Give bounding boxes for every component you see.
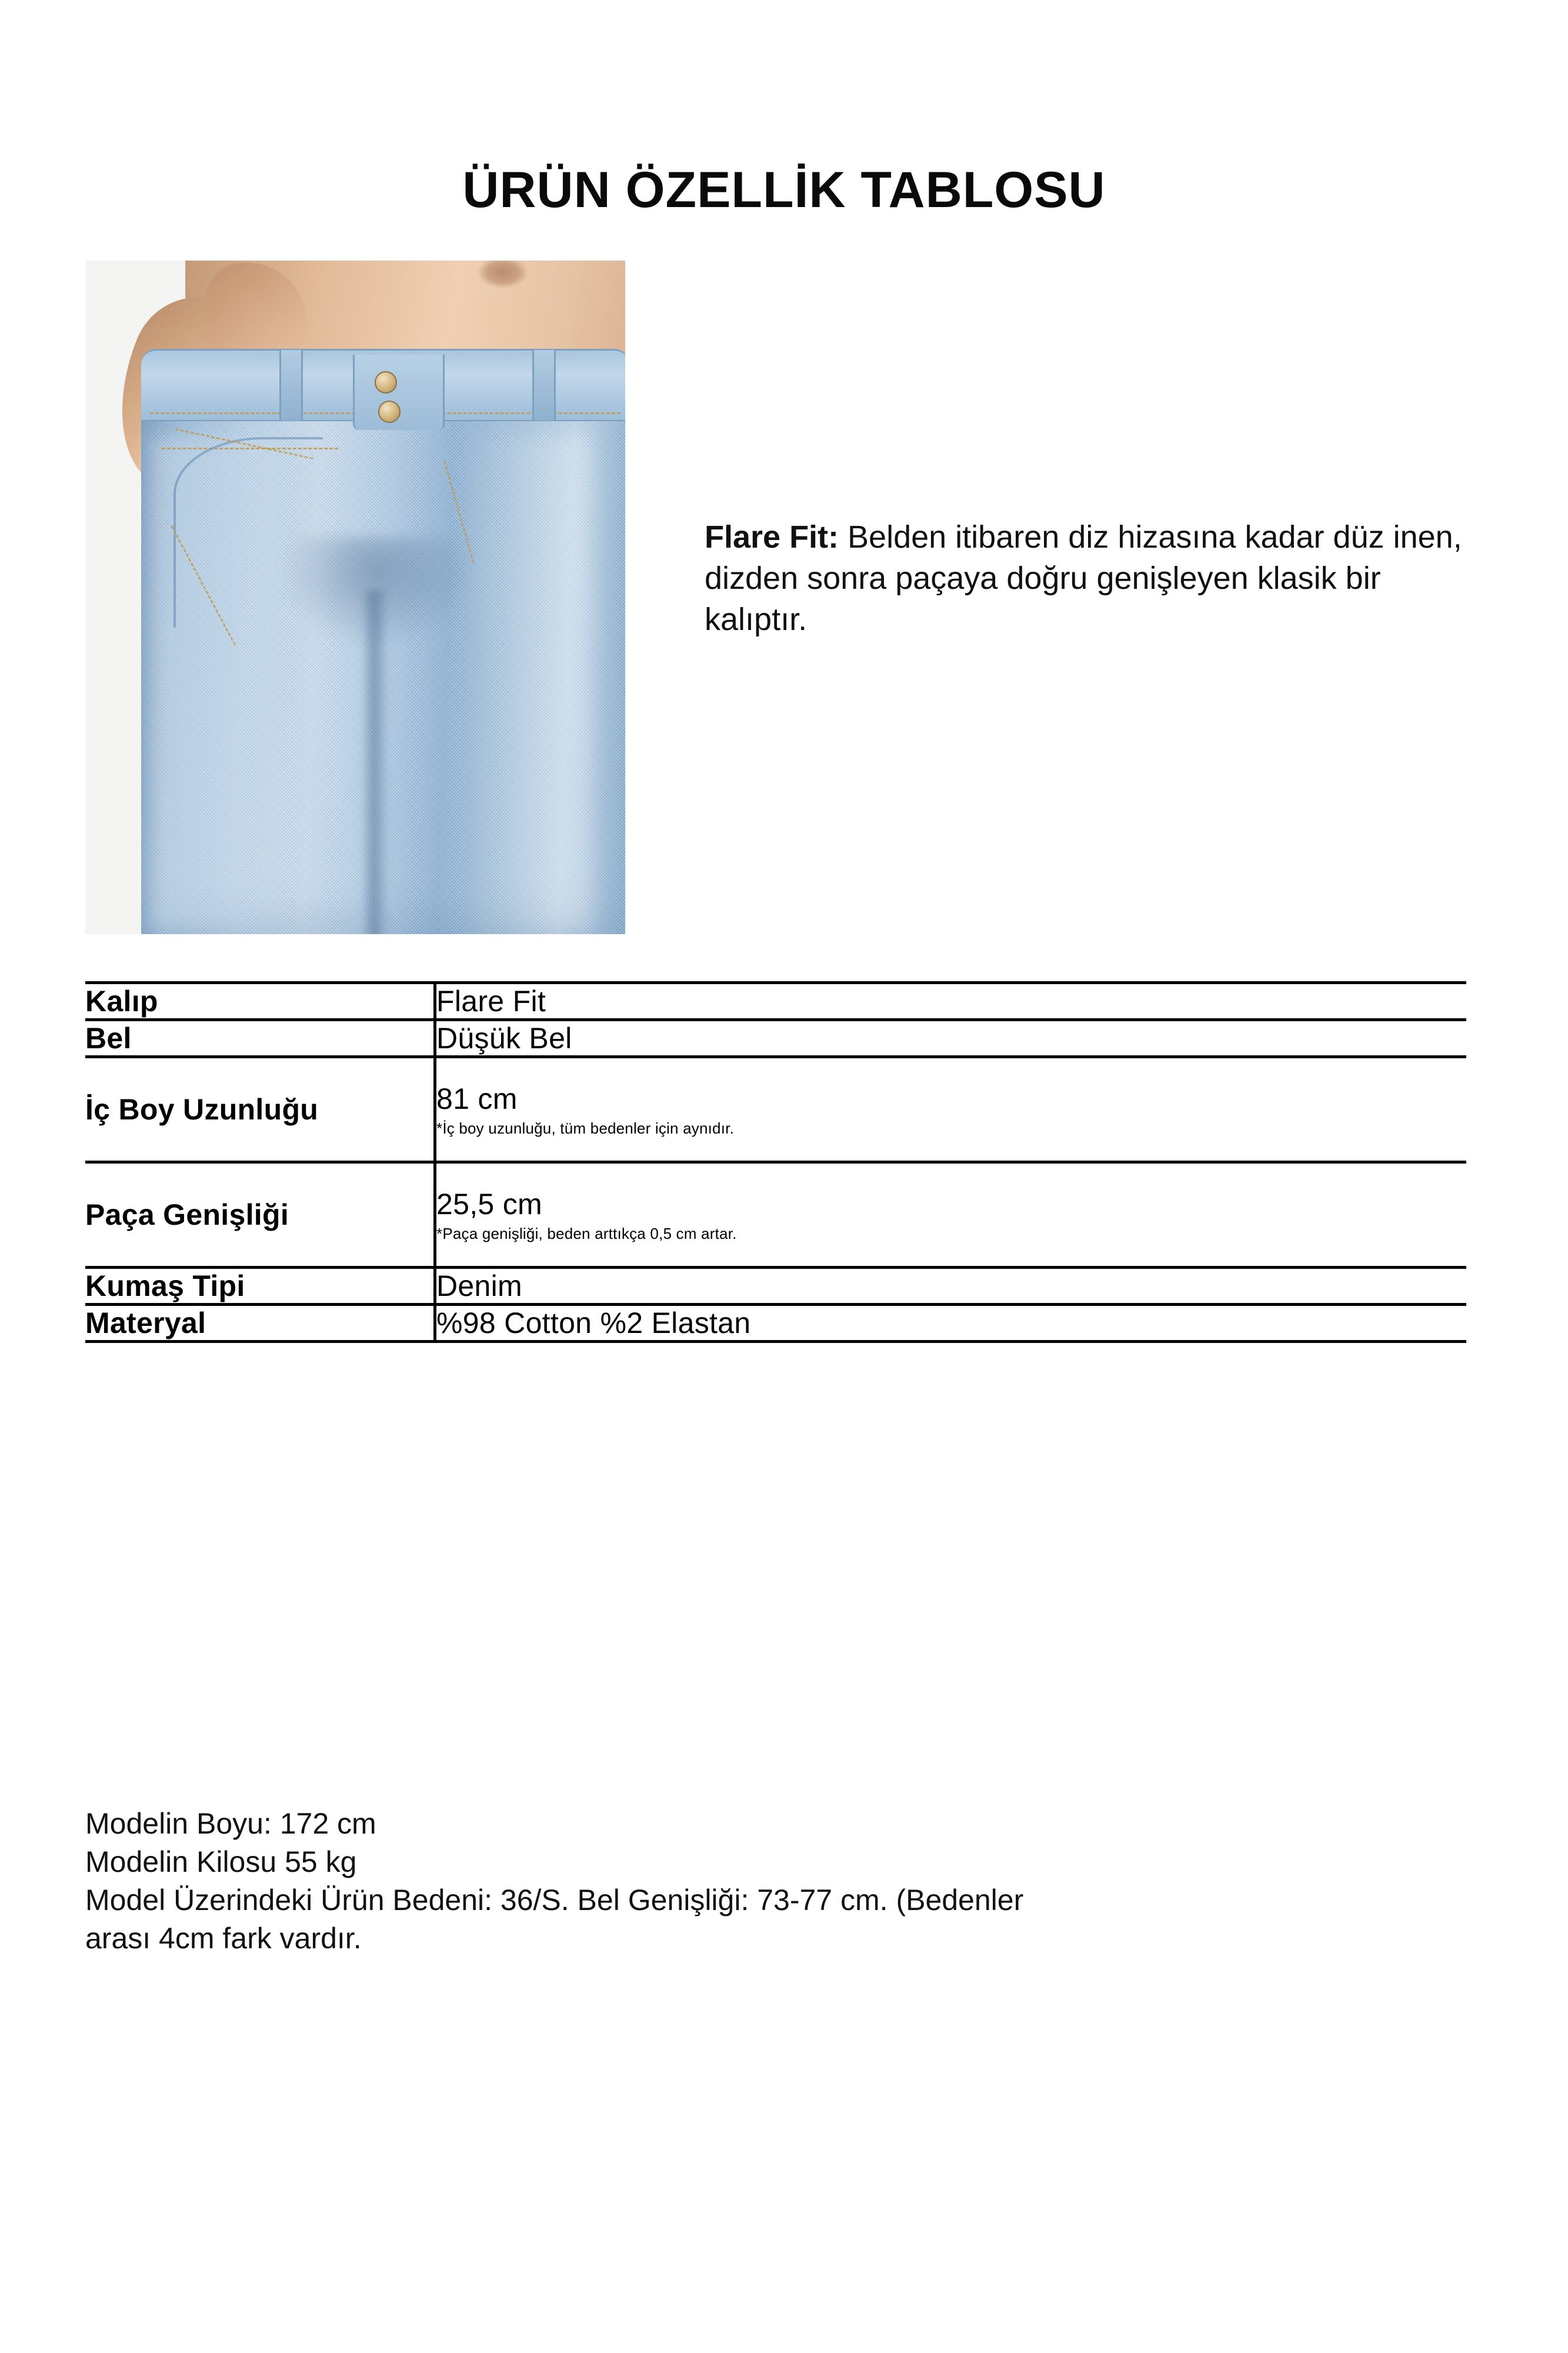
fit-description-text: Belden itibaren diz hizasına kadar düz inen, dizden sonra paçaya doğru genişleyen klasik bir kalıptır. [705, 519, 1462, 638]
table-row [85, 1268, 1466, 1305]
footer-line-model-weight: Modelin Kilosu 55 kg [85, 1845, 357, 1878]
spec-note-paca-genisligi: *Paça genişliği, beden arttıkça 0,5 cm artar. [436, 1224, 737, 1242]
spec-value-text: 81 cm [436, 1082, 518, 1115]
spec-value-kumas-tipi: Denim [435, 1268, 1467, 1305]
spec-value-bel: Düşük Bel [435, 1020, 1467, 1057]
spec-label-paca-genisligi: Paça Genişliği [85, 1162, 435, 1268]
footer-line-size-difference: arası 4cm fark vardır. [85, 1922, 362, 1955]
fit-description-label: Flare Fit: [705, 519, 839, 555]
table-row [85, 1020, 1466, 1057]
spec-label-bel: Bel [85, 1020, 435, 1057]
spec-value-paca-genisligi [435, 1162, 1467, 1268]
button-placket [353, 355, 445, 430]
model-info-footer [85, 1805, 1426, 1958]
table-row [85, 983, 1466, 1020]
jeans-button-top [375, 371, 397, 394]
spec-label-ic-boy-uzunlugu: İç Boy Uzunluğu [85, 1057, 435, 1162]
spec-note-ic-boy-uzunlugu: *İç boy uzunluğu, tüm bedenler için aynıdır. [436, 1119, 734, 1137]
front-pocket-left [174, 437, 323, 628]
table-row [85, 1057, 1466, 1162]
jeans-leg-split [362, 590, 389, 934]
fit-description [705, 516, 1481, 641]
spec-value-ic-boy-uzunlugu [435, 1057, 1467, 1162]
jeans-fade-right [473, 437, 591, 931]
belt-loop-right [532, 350, 556, 421]
page-title: ÜRÜN ÖZELLİK TABLOSU [462, 162, 1106, 218]
footer-line-model-height: Modelin Boyu: 172 cm [85, 1807, 376, 1840]
photo-backdrop [85, 261, 625, 934]
spec-label-kalip: Kalıp [85, 983, 435, 1020]
spec-label-kumas-tipi: Kumaş Tipi [85, 1268, 435, 1305]
footer-line-model-size: Model Üzerindeki Ürün Bedeni: 36/S. Bel Genişliği: 73-77 cm. (Bedenler [85, 1884, 1024, 1917]
product-spec-table [85, 981, 1466, 1343]
belt-loop-left [279, 350, 303, 421]
jeans-button-bottom [378, 401, 401, 423]
spec-value-kalip: Flare Fit [435, 983, 1467, 1020]
product-photo [85, 261, 625, 934]
spec-label-materyal: Materyal [85, 1305, 435, 1342]
table-row [85, 1162, 1466, 1268]
table-row [85, 1305, 1466, 1342]
spec-value-materyal: %98 Cotton %2 Elastan [435, 1305, 1467, 1342]
spec-value-text: 25,5 cm [436, 1187, 542, 1221]
